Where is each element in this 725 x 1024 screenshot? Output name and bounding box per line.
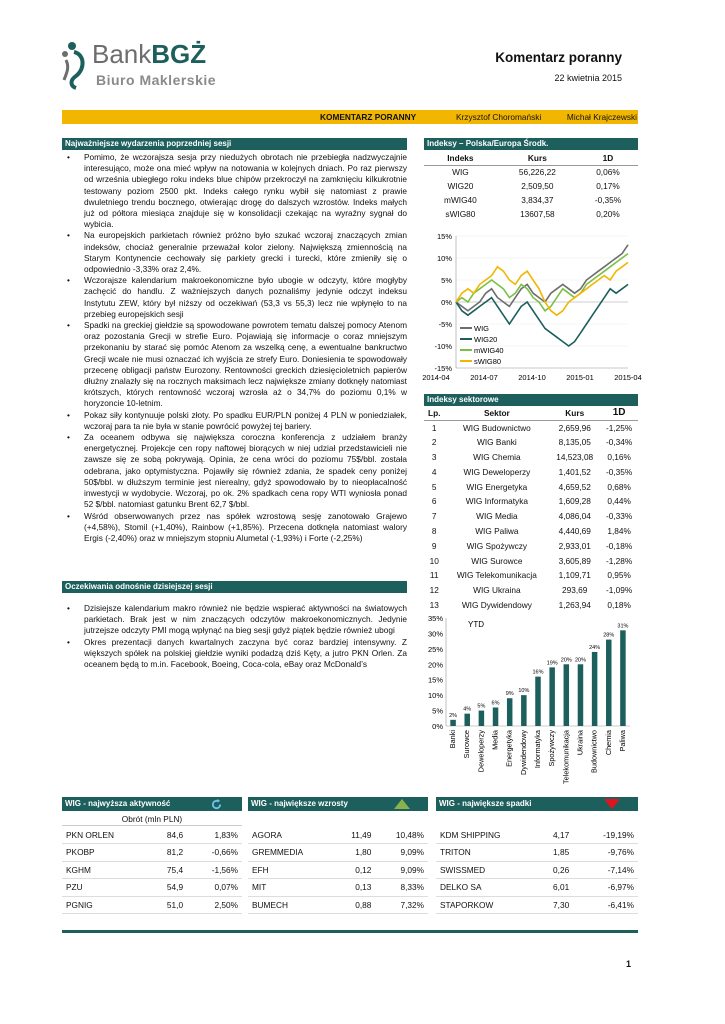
y-tick-label: 5% bbox=[432, 706, 443, 716]
cell: 6,01 bbox=[533, 879, 573, 897]
bar-label: 5% bbox=[477, 703, 486, 710]
table-row bbox=[436, 844, 638, 862]
bar-label: 6% bbox=[491, 700, 500, 707]
sectors-cell: 1,84% bbox=[607, 525, 631, 536]
y-tick-label: 35% bbox=[427, 614, 443, 623]
cell: TRITON bbox=[436, 844, 533, 862]
sectors-cell: 4 bbox=[431, 466, 437, 477]
table-row bbox=[424, 524, 638, 539]
section-title-expectations: Oczekiwania odnośnie dzisiejszej sesji bbox=[62, 581, 407, 593]
sectors-header-cell: Kurs bbox=[549, 406, 600, 420]
category-label: Dywidendowy bbox=[518, 730, 528, 776]
table-row bbox=[248, 861, 428, 879]
cell: 10,48% bbox=[375, 826, 428, 844]
logo-brand-bold: BGŻ bbox=[151, 39, 207, 69]
x-tick-label: 2014-04 bbox=[422, 373, 450, 382]
category-label: Informatyka bbox=[533, 730, 542, 769]
cell: -1,56% bbox=[187, 861, 242, 879]
sectors-cell: WIG Ukraina bbox=[473, 585, 521, 596]
sectors-cell: 13 bbox=[429, 599, 439, 610]
y-tick-label: 25% bbox=[427, 644, 443, 654]
sectors-cell: 3,605,89 bbox=[558, 555, 591, 566]
bullet-item: • Dzisiejsze kalendarium makro również nie będzie wspierać aktywności na światowych parkietach. Brak jest w nim znaczących odczytów makroekonomicznych. Jedynie jutrzejsze odczyty PMI mogą wpłynąć na bieg sesji gdyż piątek będzie również ubogi bbox=[62, 603, 407, 637]
report-date: 22 kwietnia 2015 bbox=[554, 73, 622, 83]
sectors-cell: 3 bbox=[431, 451, 437, 462]
sectors-cell: WIG Media bbox=[476, 511, 518, 522]
indices-cell: -0,35% bbox=[594, 195, 622, 205]
cell: -9,76% bbox=[573, 844, 638, 862]
bar-label: 20% bbox=[560, 657, 572, 664]
cell: -7,14% bbox=[573, 861, 638, 879]
cell: 0,12 bbox=[334, 861, 375, 879]
category-label: Spożywczy bbox=[547, 730, 557, 767]
bullet-item: • Za oceanem odbywa się największa coroczna konferencja z udziałem branży energetycznej. Projekcje cen ropy naftowej biorących w niej udział przedstawicieli nie zawsze się ze sobą pokrywają. Opinia, że cena wróci do poziomu 75$/bbl. została odebrana, jako optymistyczna. Pojawiły się również zdania, że spadek ceny poniżej 50$/bbl. w dłuższym terminie jest nierealny, gdyż spowodowało by to nieopłacalność inwestycji w wydobycie. Wczoraj, po ok. 2% spadkach cena ropy WTI wyniosła ponad 52 $/bbl. natomiast gatunku Brent 62,7 $/bbl. bbox=[62, 432, 407, 510]
sectors-header-cell: Sektor bbox=[444, 406, 549, 420]
arrow-down-icon bbox=[604, 799, 620, 809]
sectors-cell: 4,440,69 bbox=[558, 525, 591, 536]
indices-title: Indeksy – Polska/Europa Środk. bbox=[424, 138, 638, 150]
footer-bar bbox=[62, 930, 638, 933]
sectors-cell: 9 bbox=[431, 540, 437, 551]
bar-label: 24% bbox=[589, 644, 601, 651]
sectors-cell: WIG Budownictwo bbox=[462, 422, 531, 433]
sectors-cell: 1,109,71 bbox=[558, 570, 591, 581]
table-row bbox=[436, 861, 638, 879]
bullet-item: • Wczorajsze kalendarium makroekonomiczne było ubogie w odczyty, które mogłyby zachęcić do handlu. Z ważniejszych danych poznaliśmy jedynie odczyt indeksu Instytutu ZEW, który był niższy od oczekiwań (53,3 vs 55,3) lecz nie wpłynęło to na przebieg europejskich sesji bbox=[62, 275, 407, 320]
bar bbox=[549, 667, 554, 726]
bullets-expectations bbox=[62, 603, 407, 670]
y-tick-label: 15% bbox=[427, 675, 443, 685]
cell: EFH bbox=[248, 861, 334, 879]
table-row bbox=[436, 879, 638, 897]
cell: -6,97% bbox=[573, 879, 638, 897]
sectors-cell: 12 bbox=[429, 585, 439, 596]
bar bbox=[507, 698, 513, 726]
cell: 1,80 bbox=[334, 844, 375, 862]
table-row bbox=[424, 494, 638, 509]
sectors-cell: WIG Surowce bbox=[471, 555, 523, 566]
cell: PKOBP bbox=[62, 844, 148, 862]
sectors-cell: WIG Telekomunikacja bbox=[456, 570, 537, 581]
bar-label: 2% bbox=[449, 712, 458, 719]
band-label: KOMENTARZ PORANNY bbox=[320, 112, 417, 122]
category-label: Ukraina bbox=[575, 730, 585, 756]
sectors-cell: 4,086,04 bbox=[558, 511, 591, 522]
table-row bbox=[424, 583, 638, 598]
indices-table bbox=[424, 151, 638, 221]
index-line-chart bbox=[422, 228, 642, 388]
y-tick-label: -10% bbox=[434, 342, 452, 351]
sectors-cell: -0,33% bbox=[605, 511, 633, 522]
sectors-cell: 1 bbox=[431, 422, 437, 433]
table-row bbox=[62, 844, 242, 862]
bar bbox=[606, 640, 612, 726]
sectors-cell: 0,44% bbox=[607, 496, 631, 507]
category-label: Media bbox=[490, 730, 500, 750]
indices-cell: WIG bbox=[452, 167, 469, 178]
sectors-cell: 0,95% bbox=[607, 570, 631, 581]
bar bbox=[464, 714, 470, 726]
chart-title: YTD bbox=[468, 620, 484, 629]
bar bbox=[592, 652, 598, 726]
indices-cell: 0,17% bbox=[596, 181, 620, 191]
cell: 51,0 bbox=[148, 896, 187, 914]
sectors-cell: -0,35% bbox=[605, 466, 633, 477]
cell: 4,17 bbox=[533, 826, 573, 844]
sectors-cell: -0,18% bbox=[605, 540, 633, 551]
cell: MIT bbox=[248, 879, 334, 897]
active-title-text: WIG - najwyższa aktywność bbox=[65, 799, 171, 808]
cell: SWISSMED bbox=[436, 861, 533, 879]
cell: 0,88 bbox=[334, 896, 375, 914]
sectors-cell: 5 bbox=[431, 481, 437, 492]
sectors-cell: 0,16% bbox=[607, 451, 631, 462]
cell: KDM SHIPPING bbox=[436, 826, 533, 844]
sectors-cell: 1,263,94 bbox=[558, 599, 591, 610]
cell: -6,41% bbox=[573, 896, 638, 914]
sectors-cell: -1,25% bbox=[605, 422, 633, 433]
category-label: Surowce bbox=[462, 730, 472, 759]
y-tick-label: 5% bbox=[441, 276, 452, 285]
sectors-cell: 2 bbox=[431, 437, 437, 448]
x-tick-label: 2015-04 bbox=[614, 373, 642, 382]
bar bbox=[578, 664, 584, 726]
logo-brand: Bank bbox=[92, 39, 152, 69]
cell: 2,50% bbox=[187, 896, 242, 914]
cell: PKN ORLEN bbox=[62, 826, 148, 844]
sectors-cell: 4,659,52 bbox=[558, 481, 591, 492]
sectors-cell: 14,523,08 bbox=[556, 451, 594, 462]
losers-table bbox=[436, 826, 638, 914]
cell: 54,9 bbox=[148, 879, 187, 897]
active-table bbox=[62, 826, 242, 914]
cell: 9,09% bbox=[375, 861, 428, 879]
bullets-previous-session bbox=[62, 152, 407, 544]
cell: 1,85 bbox=[533, 844, 573, 862]
table-row bbox=[62, 896, 242, 914]
sectors-cell: 1,401,52 bbox=[558, 466, 591, 477]
bar-label: 9% bbox=[505, 691, 514, 698]
table-row bbox=[424, 479, 638, 494]
sectors-cell: 6 bbox=[431, 496, 437, 507]
cell: DELKO SA bbox=[436, 879, 533, 897]
table-row bbox=[424, 435, 638, 450]
sectors-cell: WIG Deweloperzy bbox=[463, 466, 531, 477]
band-author-2: Michał Krajczewski bbox=[566, 112, 637, 122]
cell: 11,49 bbox=[334, 826, 375, 844]
cell: 9,09% bbox=[375, 844, 428, 862]
category-label: Banki bbox=[448, 730, 458, 749]
table-row bbox=[424, 420, 638, 435]
table-row bbox=[248, 826, 428, 844]
sectors-cell: -0,34% bbox=[605, 437, 633, 448]
logo bbox=[62, 36, 232, 96]
cell: PZU bbox=[62, 879, 148, 897]
indices-cell: 0,20% bbox=[596, 209, 620, 219]
header-band bbox=[62, 110, 638, 124]
bar-label: 4% bbox=[463, 706, 472, 713]
x-tick-label: 2014-07 bbox=[470, 373, 498, 382]
table-row bbox=[62, 861, 242, 879]
sectors-cell: 2,659,96 bbox=[558, 422, 591, 433]
bar-label: 16% bbox=[532, 669, 544, 676]
band-author-1: Krzysztof Choromański bbox=[456, 112, 542, 122]
category-label: Paliwa bbox=[617, 730, 627, 752]
table-row bbox=[424, 193, 638, 207]
sectors-table bbox=[424, 406, 638, 612]
sectors-cell: WIG Chemia bbox=[473, 451, 521, 462]
sectors-cell: WIG Banki bbox=[477, 437, 517, 448]
cell: STAPORKOW bbox=[436, 896, 533, 914]
bar-label: 20% bbox=[574, 657, 586, 664]
cell: 81,2 bbox=[148, 844, 187, 862]
table-row bbox=[424, 450, 638, 465]
table-row bbox=[248, 896, 428, 914]
x-tick-label: 2015-01 bbox=[566, 373, 594, 382]
cell: BUMECH bbox=[248, 896, 334, 914]
legend-label: mWIG40 bbox=[474, 346, 504, 355]
logo-figure-icon bbox=[62, 40, 92, 90]
cell: 7,30 bbox=[533, 896, 573, 914]
x-tick-label: 2014-10 bbox=[518, 373, 546, 382]
bar bbox=[564, 664, 570, 726]
sectors-cell: WIG Informatyka bbox=[465, 496, 528, 507]
cell: GREMMEDIA bbox=[248, 844, 334, 862]
cell: 7,32% bbox=[375, 896, 428, 914]
indices-cell: 3,834,37 bbox=[521, 195, 554, 205]
table-row bbox=[424, 598, 638, 613]
sectors-cell: 11 bbox=[429, 570, 439, 581]
section-title-previous-session: Najważniejsze wydarzenia poprzedniej sesji bbox=[62, 138, 407, 150]
bar bbox=[620, 630, 626, 726]
sectors-cell: WIG Energetyka bbox=[466, 481, 528, 492]
sectors-title: Indeksy sektorowe bbox=[424, 394, 638, 406]
cell: 0,07% bbox=[187, 879, 242, 897]
indices-header-cell: Kurs bbox=[497, 151, 578, 165]
bar bbox=[450, 720, 456, 726]
gainers-table bbox=[248, 826, 428, 914]
table-row bbox=[62, 826, 242, 844]
cell: 1,83% bbox=[187, 826, 242, 844]
indices-cell: 56,226,22 bbox=[518, 167, 556, 178]
bar bbox=[479, 711, 485, 726]
bar bbox=[493, 707, 499, 726]
cell: -0,66% bbox=[187, 844, 242, 862]
indices-cell: 2,509,50 bbox=[521, 181, 554, 191]
table-row bbox=[424, 165, 638, 179]
cell: 0,26 bbox=[533, 861, 573, 879]
gainers-title bbox=[248, 797, 428, 811]
bar-label: 10% bbox=[518, 688, 530, 695]
y-tick-label: 0% bbox=[441, 298, 452, 307]
bar-label: 31% bbox=[617, 623, 629, 630]
bullet-item: • Wśród obserwowanych przez nas spółek wzrostową sesję zanotowało Grajewo (+4,58%), Stomil (+1,40%), Rainbow (+1,85%). Przecena dotknęła natomiast walory Ergis (-2,40%) oraz w mniejszym stopniu Alumetal (-1,93%) i Forte (-2,25%) bbox=[62, 511, 407, 545]
page-number: 1 bbox=[626, 959, 632, 969]
y-tick-label: -5% bbox=[438, 320, 452, 329]
sectors-cell: WIG Paliwa bbox=[475, 525, 519, 536]
cell: 8,33% bbox=[375, 879, 428, 897]
sectors-cell: 0,68% bbox=[607, 481, 631, 492]
cell: 75,4 bbox=[148, 861, 187, 879]
y-tick-label: 20% bbox=[427, 660, 443, 670]
bullet-item: • Pomimo, że wczorajsza sesja przy niedużych obrotach nie przebiegła nadzwyczajnie interesująco, może ona mieć wpływ na notowania w kolejnych dniach. Po raz pierwszy od września ubiegłego roku indeks blue chipów przekroczył na zamknięciu kilkukrotnie testowany poziom 2500 pkt. Indeks całego rynku wybił się natomiast z prawie dwuletniego trendu bocznego, otwierając drogę do dalszych wzrostów. Indeks małych już od półtora miesiąca znajduje się w konsolidacji czekając na wyraźny sygnał do wybicia. bbox=[62, 152, 407, 230]
legend-label: sWIG80 bbox=[474, 357, 502, 366]
bar bbox=[521, 695, 527, 726]
category-label: Budownictwo bbox=[589, 730, 599, 773]
cell: -19,19% bbox=[573, 826, 638, 844]
y-tick-label: 30% bbox=[427, 629, 443, 639]
table-row bbox=[248, 844, 428, 862]
y-tick-label: 10% bbox=[427, 691, 443, 701]
y-tick-label: -15% bbox=[434, 364, 452, 373]
cell: KGHM bbox=[62, 861, 148, 879]
table-row bbox=[436, 896, 638, 914]
sectors-cell: 0,18% bbox=[607, 599, 631, 610]
bar bbox=[535, 677, 541, 726]
cell: PGNIG bbox=[62, 896, 148, 914]
table-row bbox=[424, 179, 638, 193]
sectors-cell: -1,09% bbox=[605, 585, 633, 596]
y-tick-label: 10% bbox=[436, 254, 452, 263]
gainers-title-text: WIG - największe wzrosty bbox=[251, 799, 348, 808]
table-row bbox=[436, 826, 638, 844]
table-row bbox=[424, 509, 638, 524]
y-tick-label: 0% bbox=[432, 722, 443, 731]
table-row bbox=[62, 879, 242, 897]
legend-label: WIG20 bbox=[474, 335, 498, 344]
arrow-up-icon bbox=[394, 799, 410, 809]
sectors-cell: 8,135,05 bbox=[558, 437, 591, 448]
indices-header-cell: Indeks bbox=[424, 151, 497, 165]
logo-subtitle: Biuro Maklerskie bbox=[96, 72, 217, 88]
bullet-item: • Okres prezentacji danych kwartalnych zaczyna być coraz bardziej intensywny. Z większych spółek na polskiej giełdzie wyniki podadzą dziś Kęty, a jutro PKN Orlen. Za oceanem będą to m.in. Facebook, Boeing, Coca-cola, eBay oraz McDonald’s bbox=[62, 637, 407, 671]
bullet-item: • Pokaz siły kontynuuje polski złoty. Po spadku EUR/PLN poniżej 4 PLN w poniedziałek, wczoraj para ta nie była w stanie powrócić powyżej tej bariery. bbox=[62, 410, 407, 432]
y-tick-label: 15% bbox=[436, 232, 452, 241]
bullet-item: • Na europejskich parkietach również próżno było szukać wczoraj znaczących zmian indeksów, chociaż generalnie przeważał kolor zielony. Największą zmiennością na Starym Kontynencie cechowały się parkiety grecki i turecki, które zmieniły się o odpowiednio -3,33% oraz 2,4%. bbox=[62, 230, 407, 275]
bar-label: 28% bbox=[603, 632, 615, 639]
refresh-icon bbox=[211, 799, 222, 810]
ytd-bar-chart bbox=[424, 612, 638, 788]
category-label: Telekomunikacja bbox=[561, 730, 571, 784]
table-row bbox=[424, 553, 638, 568]
sectors-header-cell: Lp. bbox=[424, 406, 444, 420]
indices-cell: sWIG80 bbox=[445, 209, 476, 219]
indices-header-cell: 1D bbox=[578, 151, 638, 165]
cell: 84,6 bbox=[148, 826, 187, 844]
indices-cell: mWIG40 bbox=[444, 195, 477, 205]
sectors-cell: 2,933,01 bbox=[558, 540, 591, 551]
category-label: Chemia bbox=[603, 730, 613, 756]
cell: 0,13 bbox=[334, 879, 375, 897]
indices-cell: 13607,58 bbox=[520, 209, 555, 219]
bullet-item: • Spadki na greckiej giełdzie są spowodowane powrotem tematu dalszej pomocy Atenom oraz pozostania Grecji w strefie Euro. Pojawiają się informacje o coraz mniejszym przekonaniu by starać się pomóc Atenom za wszelką cenę, a ewentualne bankructwo Grecji wcale nie musi oznaczać ich wyjścia ze strefy Euro. Doniesienia te spowodowały przecenę obligacji państw Eurozony. Rentowności greckich dziesięcioletnich papierów dłużny znalazły się na rocznych maksimach lecz największe zmiany dotknęły natomiast krótszych, których rentowność wczoraj wzrosła aż o 34,7% do poziomu 0,1% w horyzoncie 10-letnim. bbox=[62, 320, 407, 410]
table-row bbox=[424, 464, 638, 479]
table-row bbox=[424, 207, 638, 221]
cell: AGORA bbox=[248, 826, 334, 844]
sectors-cell: WIG Spożywczy bbox=[466, 540, 528, 551]
sectors-cell: -1,28% bbox=[605, 555, 633, 566]
sectors-cell: 293,69 bbox=[562, 585, 588, 596]
sectors-cell: 1,609,28 bbox=[558, 496, 591, 507]
sectors-cell: 8 bbox=[431, 525, 437, 536]
table-row bbox=[248, 879, 428, 897]
indices-cell: WIG20 bbox=[447, 181, 474, 191]
legend-label: WIG bbox=[474, 324, 489, 333]
losers-title bbox=[436, 797, 638, 811]
table-row bbox=[424, 538, 638, 553]
sectors-cell: 10 bbox=[429, 555, 439, 566]
sectors-header-cell: 1D bbox=[600, 406, 638, 420]
table-row bbox=[424, 568, 638, 583]
active-title bbox=[62, 797, 242, 811]
category-label: Energetyka bbox=[504, 730, 514, 767]
active-subheader: Obrót (mln PLN) bbox=[62, 812, 242, 826]
category-label: Deweloperzy bbox=[476, 730, 486, 773]
indices-cell: 0,06% bbox=[596, 167, 620, 178]
sectors-cell: 7 bbox=[431, 511, 437, 522]
page-title: Komentarz poranny bbox=[495, 50, 622, 65]
bar-label: 19% bbox=[546, 660, 558, 667]
losers-title-text: WIG - największe spadki bbox=[439, 799, 532, 808]
sectors-cell: WIG Dywidendowy bbox=[461, 599, 532, 610]
